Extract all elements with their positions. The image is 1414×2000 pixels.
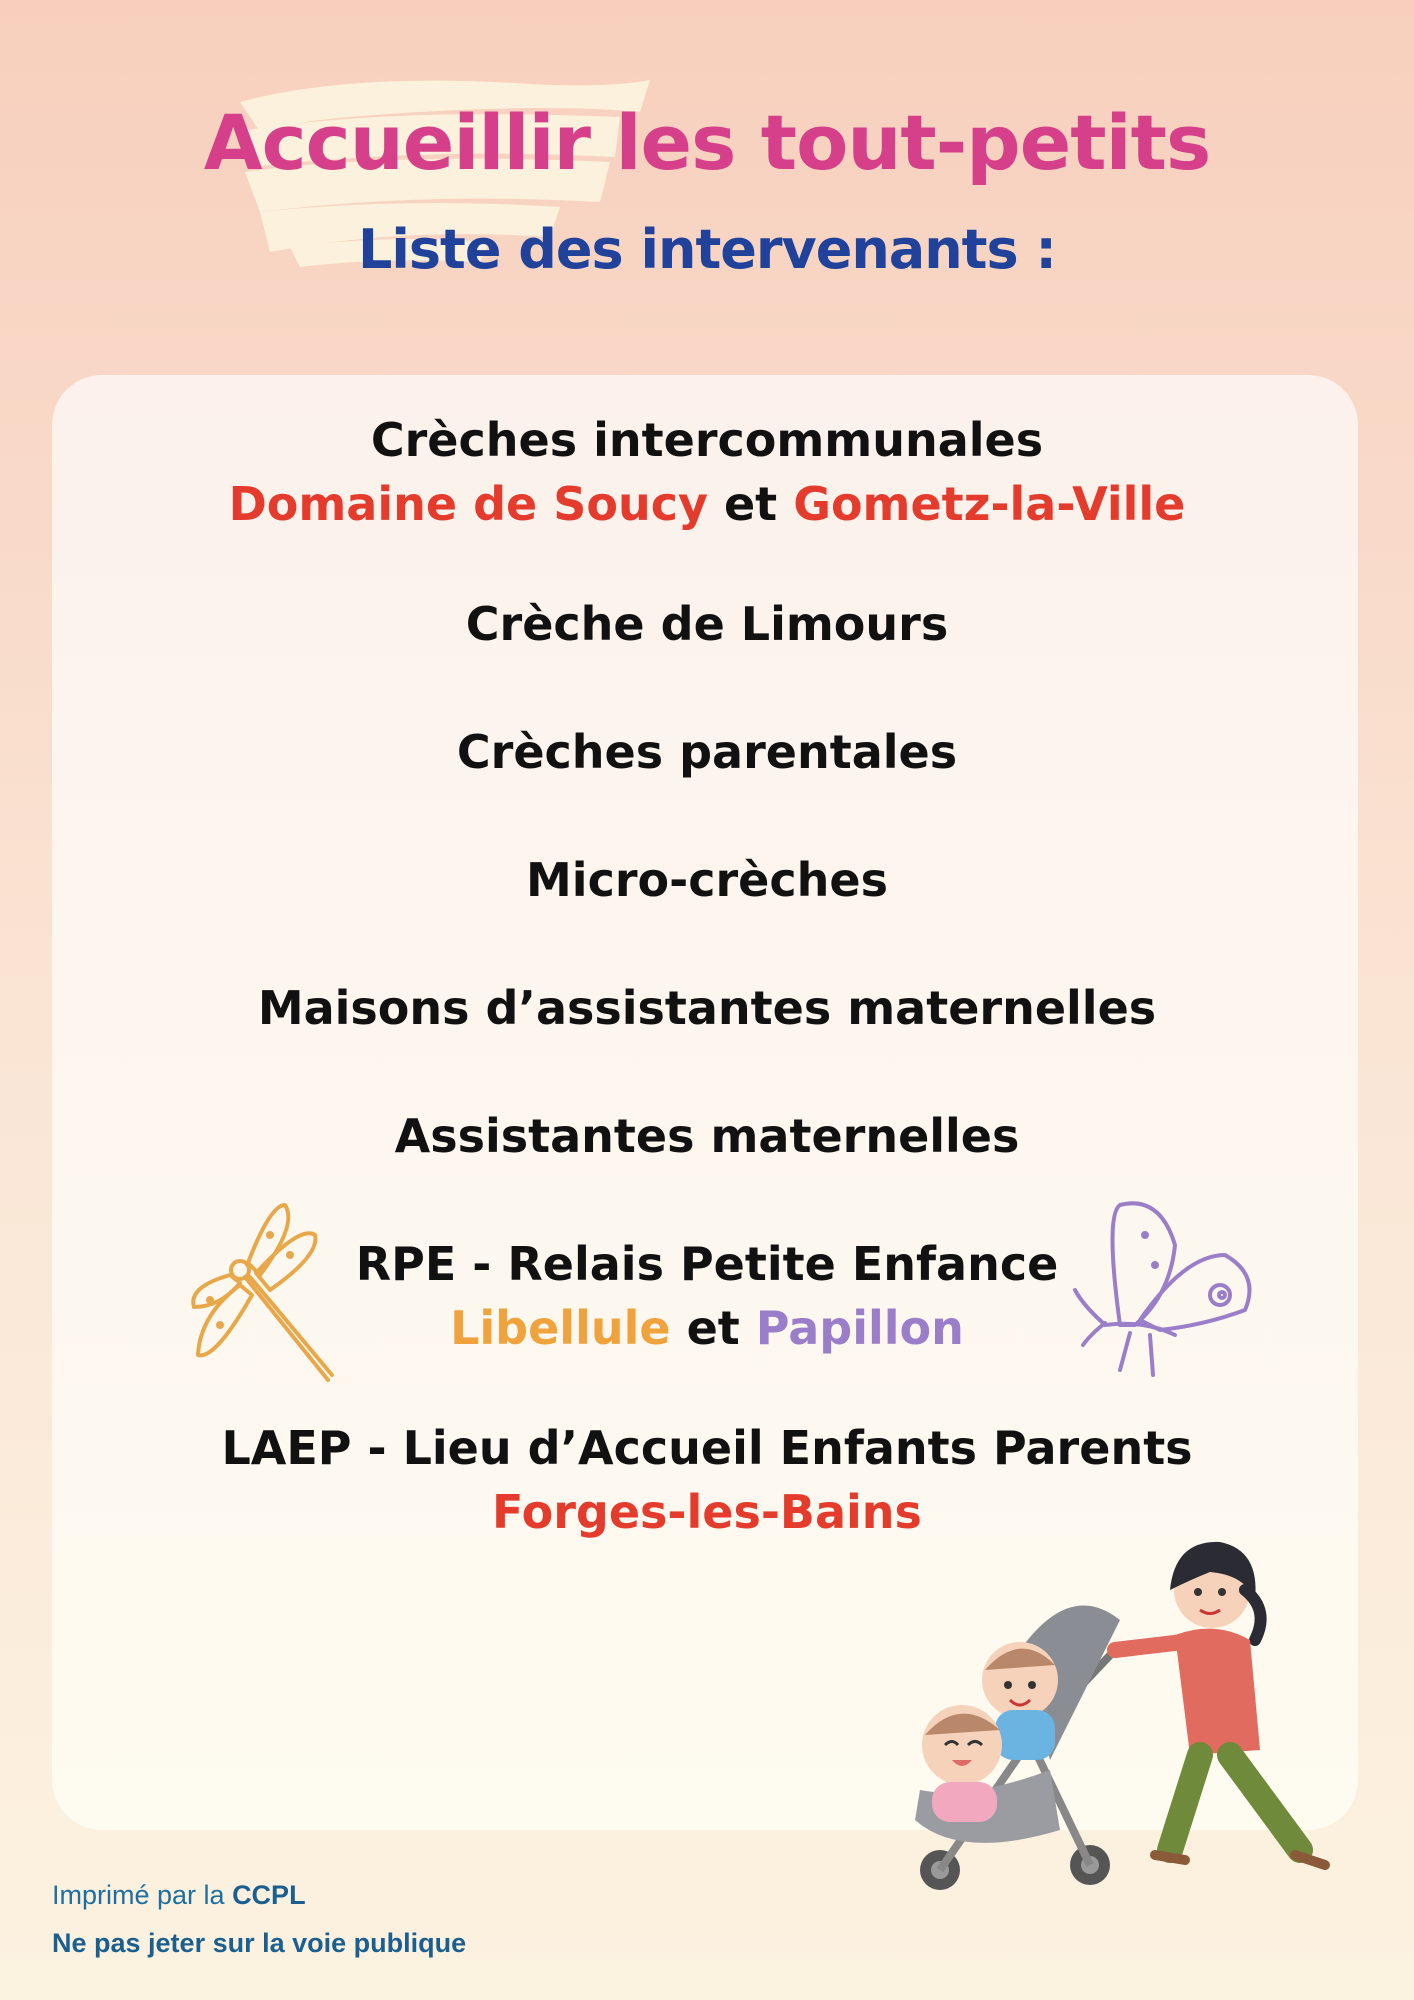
butterfly-icon: [1065, 1195, 1265, 1385]
connector-et: et: [723, 477, 778, 531]
intervenants-list: [0, 408, 1414, 1608]
entry-micro-creches: Micro-crèches: [526, 853, 888, 907]
entry-creche-limours: Crèche de Limours: [465, 597, 949, 651]
connector-et: et: [686, 1301, 740, 1355]
dragonfly-icon: [190, 1195, 340, 1395]
entry-creches-parentales: Crèches parentales: [456, 725, 958, 779]
rpe-libellule: Libellule: [450, 1301, 671, 1355]
page-subtitle: Liste des intervenants :: [357, 218, 1057, 281]
entry-assistantes-maternelles: Assistantes maternelles: [394, 1109, 1020, 1163]
printed-prefix: Imprimé par la: [52, 1880, 225, 1910]
place-gometz-la-ville: Gometz-la-Ville: [793, 477, 1186, 531]
printer-name: CCPL: [232, 1880, 306, 1910]
entry-maisons-assistantes: Maisons d’assistantes maternelles: [257, 981, 1157, 1035]
page-title: Accueillir les tout-petits: [203, 98, 1211, 187]
mother-with-stroller-illustration: [900, 1520, 1350, 1900]
place-domaine-de-soucy: Domaine de Soucy: [228, 477, 708, 531]
entry-places: [0, 472, 1414, 536]
rpe-papillon: Papillon: [755, 1301, 964, 1355]
place-forges-les-bains: Forges-les-Bains: [492, 1485, 922, 1539]
entry-heading: Crèches intercommunales: [370, 413, 1044, 467]
entry-heading: RPE - Relais Petite Enfance: [355, 1237, 1059, 1291]
entry-heading: LAEP - Lieu d’Accueil Enfants Parents: [221, 1421, 1193, 1475]
disposal-notice: Ne pas jeter sur la voie publique: [52, 1928, 467, 1958]
printed-by-line: [52, 1880, 306, 1911]
entry-creches-intercommunales: [0, 408, 1414, 536]
